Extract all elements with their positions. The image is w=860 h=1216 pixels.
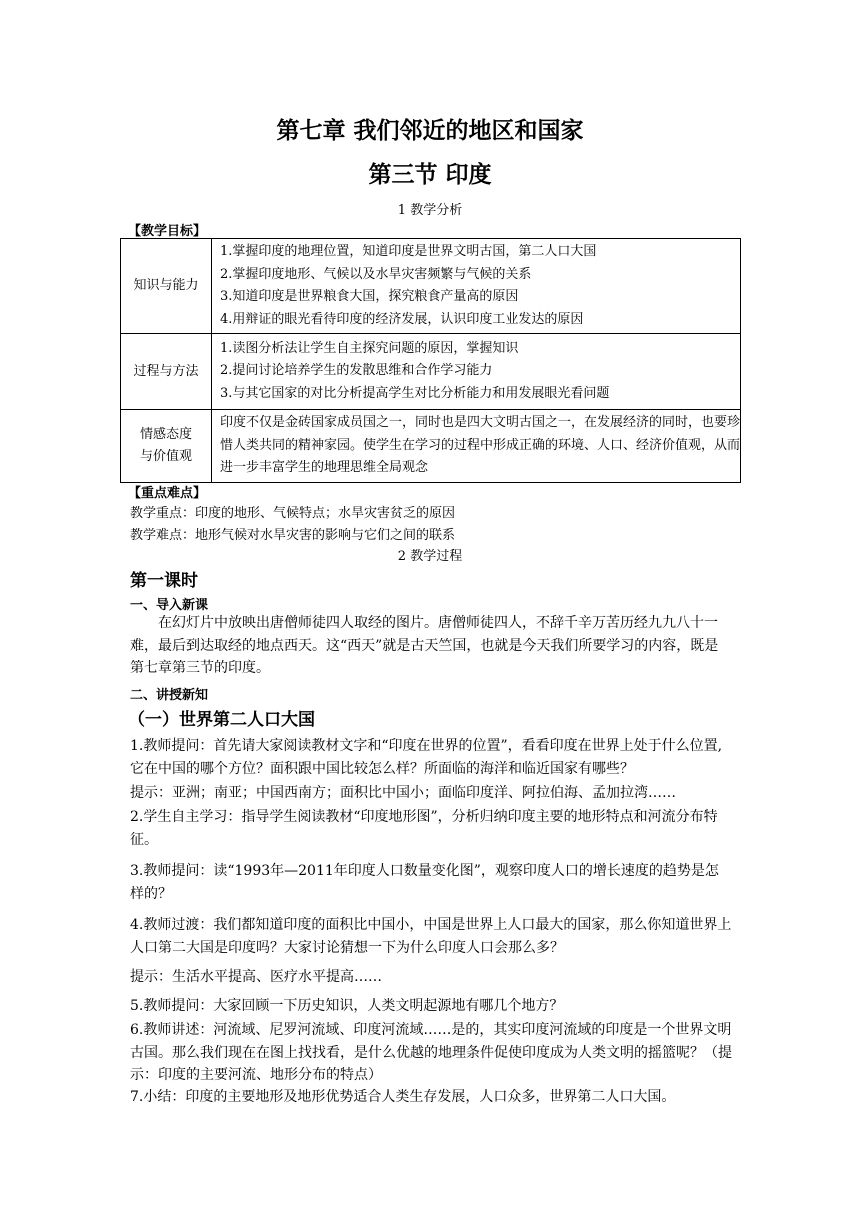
intro-heading: 一、导入新课 [130,598,209,613]
objective-item: 3.知道印度是世界粮食大国，探究粮食产量高的原因 [220,289,519,304]
objective-category: 情感态度 与价值观 [121,410,212,483]
difficult-point: 教学难点：地形气候对水旱灾害的影响与它们之间的联系 [130,528,456,543]
part2-heading: 2 教学过程 [397,549,463,564]
process-item: 提示：生活水平提高、医疗水平提高…… [130,969,382,985]
objective-item: 1.掌握印度的地理位置，知道印度是世界文明古国，第二人口大国 [220,244,597,259]
objective-category: 过程与方法 [121,334,212,410]
key-point: 教学重点：印度的地形、气候特点；水旱灾害贫乏的原因 [130,506,456,521]
process-item: 提示：亚洲；南亚；中国西南方；面积比中国小；面临印度洋、阿拉伯海、孟加拉湾…… [130,785,676,801]
process-item: 7.小结：印度的主要地形及地形优势适合人类生存发展，人口众多，世界第二人口大国。 [130,1089,676,1105]
objective-item: 2.提问讨论培养学生的发散思维和合作学习能力 [220,363,493,379]
section1-title: （一）世界第二人口大国 [128,710,315,730]
intro-paragraph: 在幻灯片中放映出唐僧师徒四人取经的图片。唐僧师徒四人，不辞千辛万苦历经九九八十一难，最后到达取经的地点西天。这“西天”就是古天竺国，也就是今天我们所要学习的内容，既是第七章第三节的印度。 [130,615,719,676]
objective-text: 印度不仅是金砖国家成员国之一，同时也是四大文明古国之一，在发展经济的同时，也要珍惜人类共同的精神家园。使学生在学习的过程中形成正确的环境、人口、经济价值观，从而进一步丰富学生的地理思维全局观念 [220,415,741,475]
lesson-title: 第一课时 [130,571,198,591]
process-item: 6.教师讲述：河流域、尼罗河流域、印度河流域……是的，其实印度河流域的印度是一个世界文明古国。那么我们现在在图上找找看，是什么优越的地理条件促使印度成为人类文明的摇篮呢？（提示：印度的主要河流、地形分布的特点） [130,1022,732,1083]
part1-heading: 1 教学分析 [397,203,463,218]
objective-content [212,239,741,334]
chapter-title: 第七章 我们邻近的地区和国家 [276,118,584,144]
objective-item: 1.读图分析法让学生自主探究问题的原因，掌握知识 [220,340,519,356]
process-item: 4.教师过渡：我们都知道印度的面积比中国小，中国是世界上人口最大的国家，那么你知道世界上人口第二大国是印度吗？大家讨论猜想一下为什么印度人口会那么多？ [130,917,732,956]
process-item: 5.教师提问：大家回顾一下历史知识，人类文明起源地有哪几个地方？ [130,998,564,1014]
process-item: 1.教师提问：首先请大家阅读教材文字和“印度在世界的位置”，看看印度在世界上处于什么位置,它在中国的哪个方位？面积跟中国比较怎么样？所面临的海洋和临近国家有哪些？ [130,738,723,777]
section-title: 第三节 印度 [368,162,492,188]
objective-item: 3.与其它国家的对比分析提高学生对比分析能力和用发展眼光看问题 [220,385,610,401]
objectives-label: 【教学目标】 [128,224,207,239]
objective-row-knowledge [121,239,741,334]
objective-content [212,334,741,410]
objective-item: 2.掌握印度地形、气候以及水旱灾害频繁与气候的关系 [220,266,532,282]
objective-item: 4.用辩证的眼光看待印度的经济发展，认识印度工业发达的原因 [220,311,584,327]
key-difficult-label: 【重点难点】 [128,486,207,501]
objective-row-attitude [121,410,741,483]
teach-heading: 二、讲授新知 [130,688,209,703]
objective-category: 知识与能力 [121,239,212,334]
process-item: 3.教师提问：读“1993年—2011年印度人口数量变化图”，观察印度人口的增长速度的趋势是怎样的？ [130,863,719,902]
objective-content [212,410,741,483]
process-item: 2.学生自主学习：指导学生阅读教材“印度地形图”，分析归纳印度主要的地形特点和河流分布特征。 [130,809,718,848]
objective-row-process [121,334,741,410]
objectives-table [120,238,741,483]
